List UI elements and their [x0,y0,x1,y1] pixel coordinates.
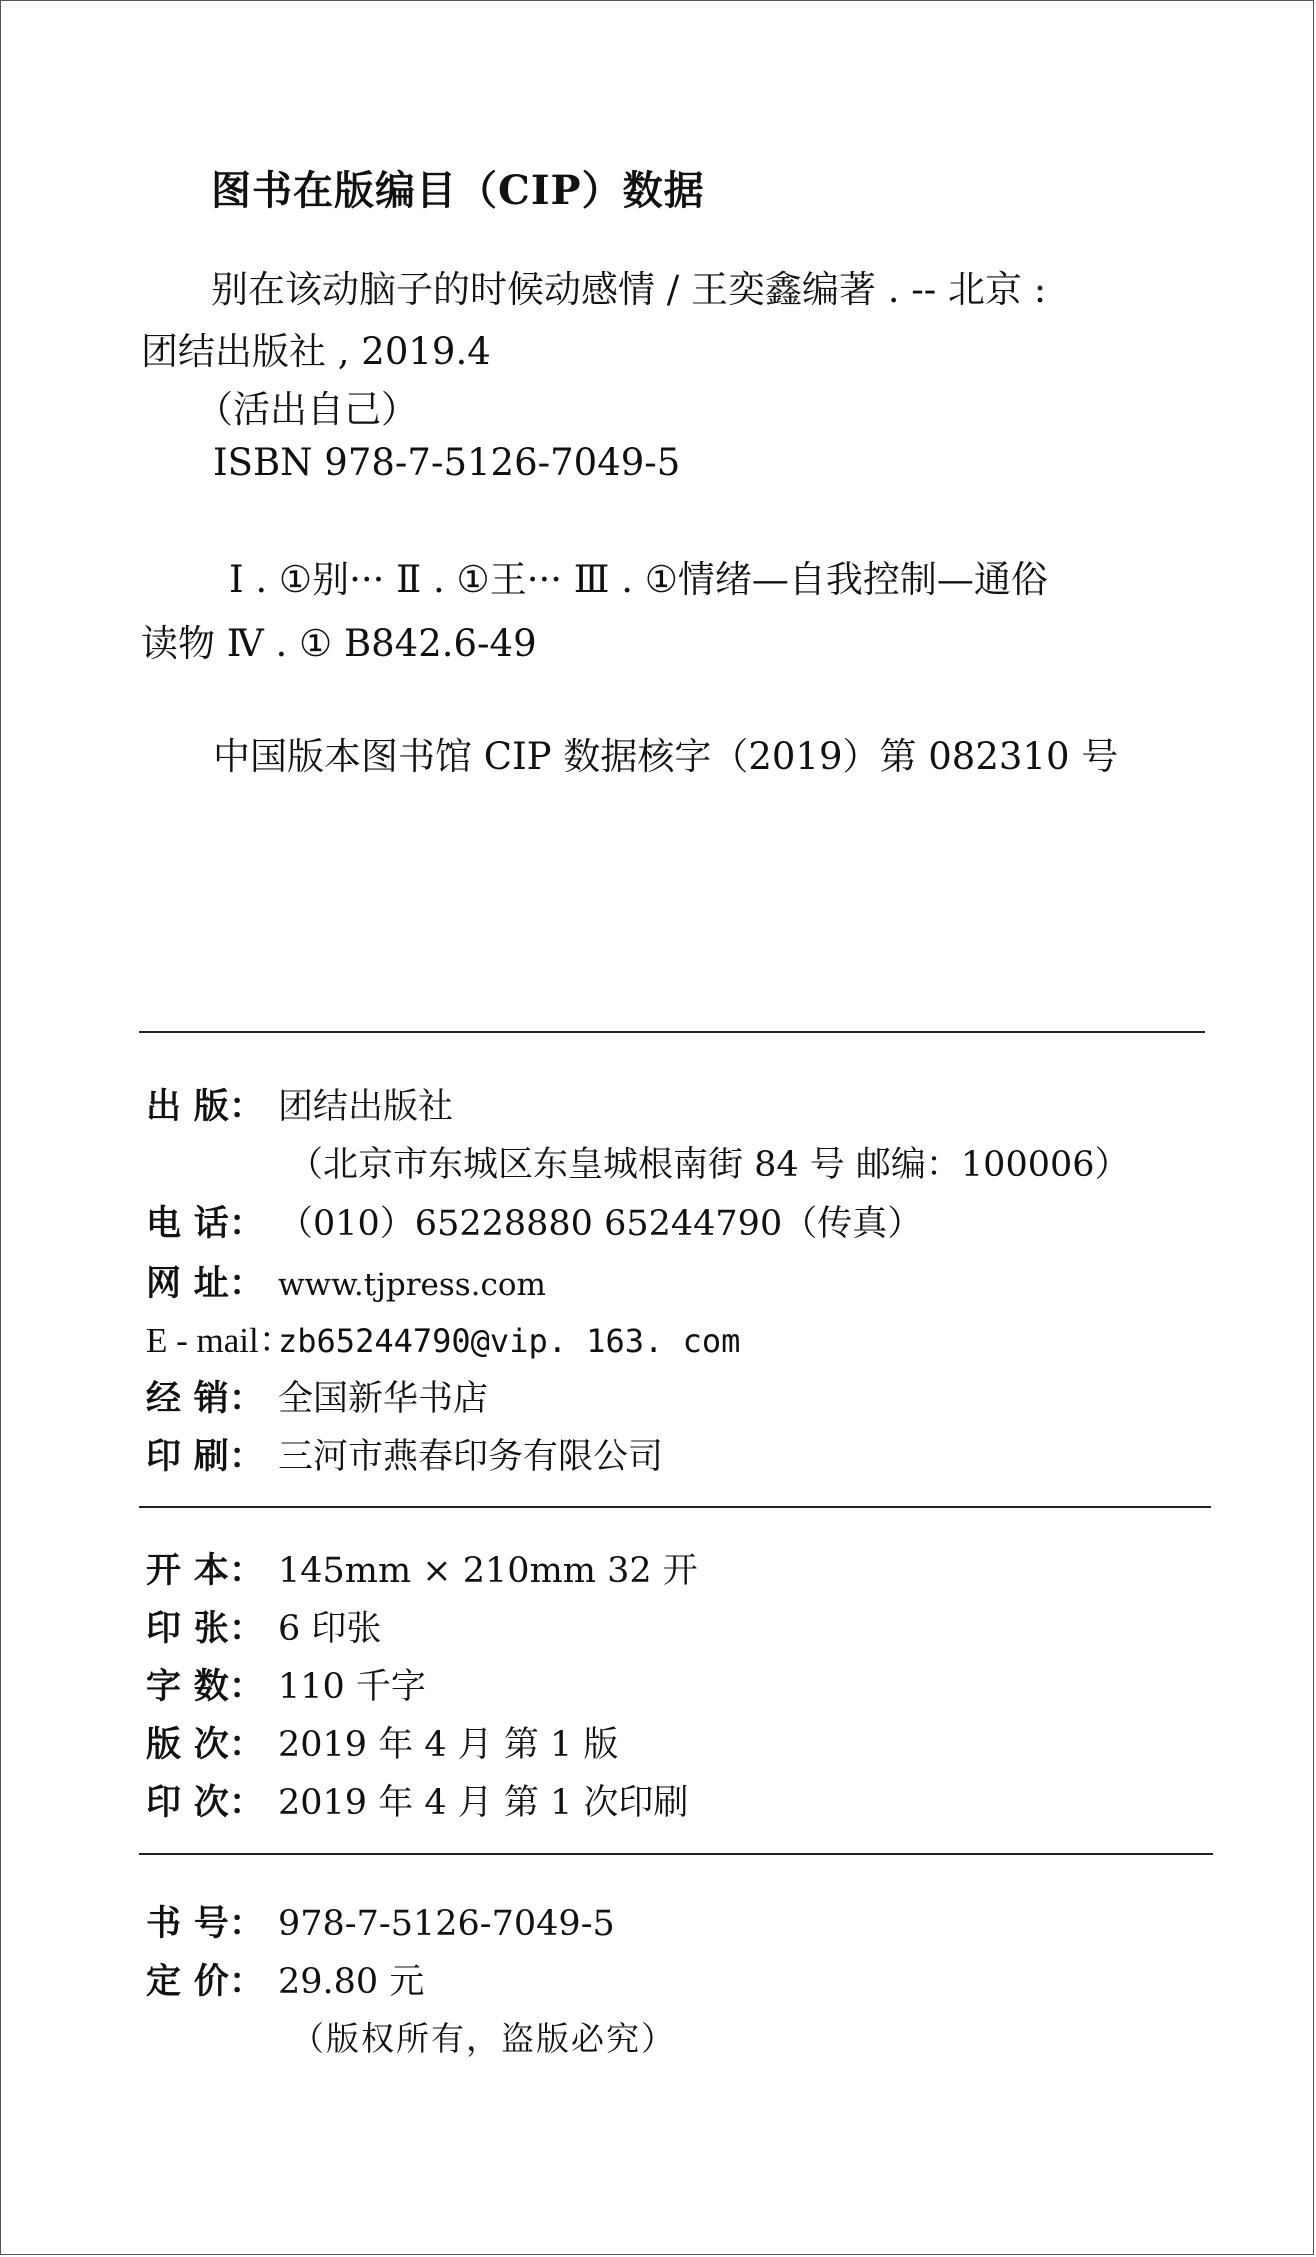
field-value: 978-7-5126-7049-5 [278,1904,615,1944]
field-value: 6 印张 [278,1609,382,1649]
cip-entry-line: 团结出版社 , 2019.4 [141,330,491,373]
price-row [146,1954,424,2004]
email-row [146,1313,740,1363]
website-row [146,1256,546,1306]
rights-notice [291,2013,676,2060]
field-value: （010）65228880 65244790（传真） [278,1204,923,1244]
field-value: 2019 年 4 月 第 1 版 [278,1725,619,1765]
format-row [146,1543,698,1593]
field-value: 三河市燕春印务有限公司 [278,1437,664,1477]
sheets-row [146,1601,381,1651]
edition-row [146,1717,618,1767]
field-label: 出 版： [146,1086,264,1127]
divider [139,1853,1213,1855]
field-label: 印 刷： [146,1436,264,1477]
field-value: 145mm × 210mm 32 开 [278,1551,698,1591]
cip-entry-line: 别在该动脑子的时候动感情 / 王奕鑫编著 . -- 北京 : [211,268,1047,311]
publisher-row [146,1079,453,1129]
field-label: 经 销： [146,1378,264,1419]
field-label: 版 次： [146,1724,264,1765]
phone-row [146,1196,922,1246]
field-label: 印 张： [146,1608,264,1649]
field-label: 网 址： [146,1263,264,1304]
field-value: 110 千字 [278,1667,426,1707]
field-value: （北京市东城区东皇城根南街 84 号 邮编：100006） [288,1145,1130,1185]
cip-title: 图书在版编目（CIP）数据 [211,167,705,214]
cip-series: （活出自己） [196,388,418,431]
field-label: 电 话： [146,1203,264,1244]
field-value: 团结出版社 [278,1087,454,1127]
divider [139,1031,1205,1033]
field-value: www.tjpress.com [278,1267,546,1303]
field-label: 书 号： [146,1903,264,1944]
field-value: zb65244790@vip. 163. com [278,1322,741,1360]
cip-classification: 读物 Ⅳ . ① B842.6-49 [141,622,537,665]
distributor-row [146,1371,488,1421]
field-label: 开 本： [146,1550,264,1591]
field-value: 29.80 元 [278,1962,425,2002]
field-label: E - mail： [146,1321,294,1360]
word-count-row [146,1659,426,1709]
address-row [288,1137,1130,1187]
rights-text: （版权所有，盗版必究） [291,2019,676,2058]
cip-classification: Ⅰ . ①别··· Ⅱ . ①王··· Ⅲ . ①情绪—自我控制—通俗 [229,558,1048,601]
cip-record-number: 中国版本图书馆 CIP 数据核字（2019）第 082310 号 [213,735,1119,778]
printer-row [146,1429,663,1479]
field-value: 全国新华书店 [278,1379,489,1419]
field-label: 定 价： [146,1961,264,2002]
field-value: 2019 年 4 月 第 1 次印刷 [278,1783,689,1823]
cip-isbn: ISBN 978-7-5126-7049-5 [213,441,681,484]
field-label: 印 次： [146,1782,264,1823]
printing-row [146,1775,688,1825]
isbn-row [146,1896,615,1946]
field-label: 字 数： [146,1666,264,1707]
divider [139,1506,1211,1508]
